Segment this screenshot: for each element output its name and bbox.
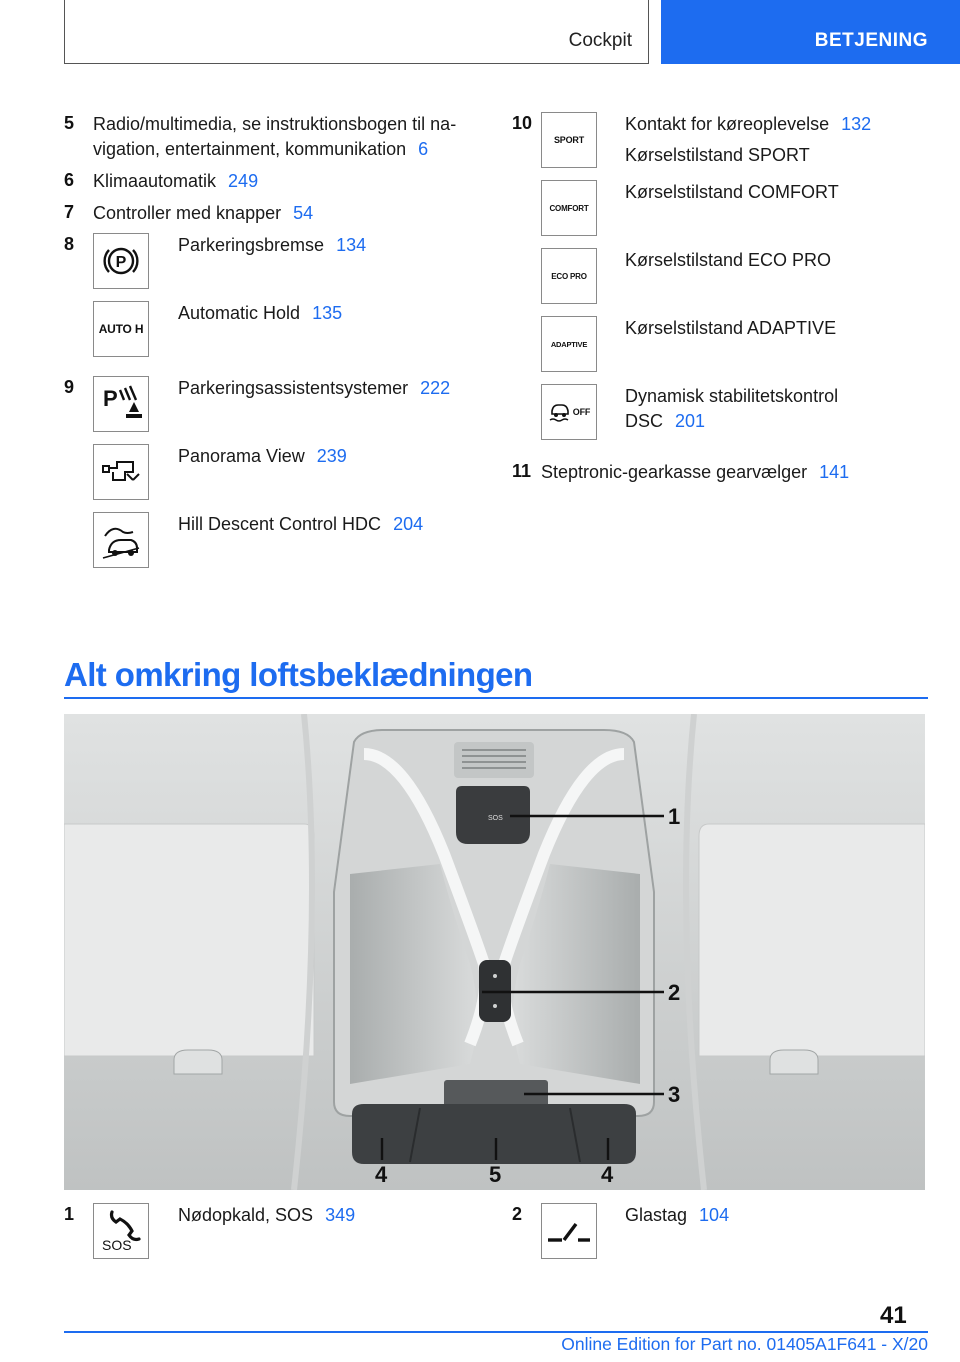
item-text [625,384,838,434]
sport-mode-icon [541,112,597,168]
callout-5: 5 [489,1162,502,1187]
item-text [178,301,342,326]
item-label: Controller med knapper [93,203,282,223]
section-divider [64,697,928,699]
dsc-off-icon [541,384,597,440]
item-label: Steptronic-gearkasse gearvælger [541,462,808,482]
section-title: Alt omkring loftsbeklædningen [64,656,533,693]
item-number: 11 [512,461,532,481]
callout-4-left: 4 [375,1162,388,1187]
item-label: Klimaautomatik [93,171,217,191]
item-number: 9 [64,377,75,397]
emergency-call-sos-icon [93,1203,149,1259]
comfort-mode-icon [541,180,597,236]
page-ref-link[interactable]: 249 [228,171,259,191]
svg-text:P: P [103,386,118,411]
panorama-view-icon [93,444,149,500]
dsc-off-icon-label: OFF [572,407,591,417]
item-text-line: Dynamisk stabilitetskontrol [625,386,839,406]
item-text [178,444,347,469]
item-label: Panorama View [178,446,305,466]
item-number: 1 [64,1204,75,1224]
item-number: 5 [64,113,75,133]
parking-brake-icon [93,233,149,289]
item-text [178,233,366,258]
item-text: Kørselstilstand ECO PRO [625,250,832,270]
eco-pro-mode-icon [541,248,597,304]
footer-divider [64,1331,928,1333]
page-ref-link[interactable]: 239 [316,446,347,466]
header-chapter: BETJENING [814,30,928,51]
item-text [625,1203,729,1228]
item-text-line: Kørselstilstand SPORT [625,145,810,165]
header-section: Cockpit [568,30,632,51]
item-text [178,376,450,401]
item-text-line: DSC [625,411,664,431]
item-label: Parkeringsassistentsystemer [178,378,409,398]
item-label: Nødopkald, SOS [178,1205,314,1225]
item-text [93,201,313,226]
auto-hold-icon [93,301,149,357]
page-ref-link[interactable]: 6 [418,139,429,159]
item-number: 6 [64,170,75,190]
page-ref-link[interactable]: 222 [420,378,451,398]
item-number: 2 [512,1204,523,1224]
auto-hold-icon-label: AUTO H [98,322,144,336]
item-text: Kørselstilstand ADAPTIVE [625,318,837,338]
page-ref-link[interactable]: 132 [841,114,872,134]
header-section-box [64,0,649,64]
parking-assist-icon [93,376,149,432]
callout-1: 1 [668,804,681,829]
adaptive-icon-label: ADAPTIVE [550,339,588,349]
sport-icon-label: SPORT [553,135,584,145]
glass-roof-icon [541,1203,597,1259]
item-text [541,460,849,485]
header-chapter-tab [661,0,960,64]
page-ref-link[interactable]: 104 [699,1205,730,1225]
callout-3: 3 [668,1082,681,1107]
page-ref-link[interactable]: 201 [675,411,706,431]
page-ref-link[interactable]: 134 [336,235,367,255]
page-ref-link[interactable]: 204 [393,514,424,534]
item-label: Automatic Hold [178,303,301,323]
item-text [93,112,456,162]
eco-pro-icon-label: ECO PRO [551,271,587,281]
item-text-line: vigation, entertainment, kommunikation [93,139,407,159]
sos-button-label: SOS [488,815,503,822]
headliner-photo [64,714,925,1190]
item-text [93,169,258,194]
item-label: Parkeringsbremse [178,235,325,255]
item-label: Hill Descent Control HDC [178,514,382,534]
item-text-line: Kontakt for køreoplevelse [625,114,830,134]
item-label: Glastag [625,1205,688,1225]
item-number: 8 [64,234,75,254]
callout-2: 2 [668,980,681,1005]
edition-note: Online Edition for Part no. 01405A1F641 - X/20 [561,1334,928,1354]
page-number: 41 [880,1302,907,1329]
item-text [625,112,871,168]
adaptive-mode-icon [541,316,597,372]
page-ref-link[interactable]: 141 [819,462,850,482]
svg-text:P: P [115,254,127,271]
comfort-icon-label: COMFORT [549,203,589,213]
item-number: 7 [64,202,75,222]
sos-icon-label: SOS [102,1237,132,1253]
page-ref-link[interactable]: 135 [312,303,343,323]
callout-4-right: 4 [601,1162,614,1187]
item-text-line: Radio/multimedia, se instruktionsbogen til na- [93,114,457,134]
page-ref-link[interactable]: 349 [325,1205,356,1225]
item-text [178,1203,355,1228]
page-ref-link[interactable]: 54 [293,203,314,223]
item-number: 10 [512,113,533,133]
item-text: Kørselstilstand COMFORT [625,182,839,202]
hill-descent-icon [93,512,149,568]
item-text [178,512,423,537]
